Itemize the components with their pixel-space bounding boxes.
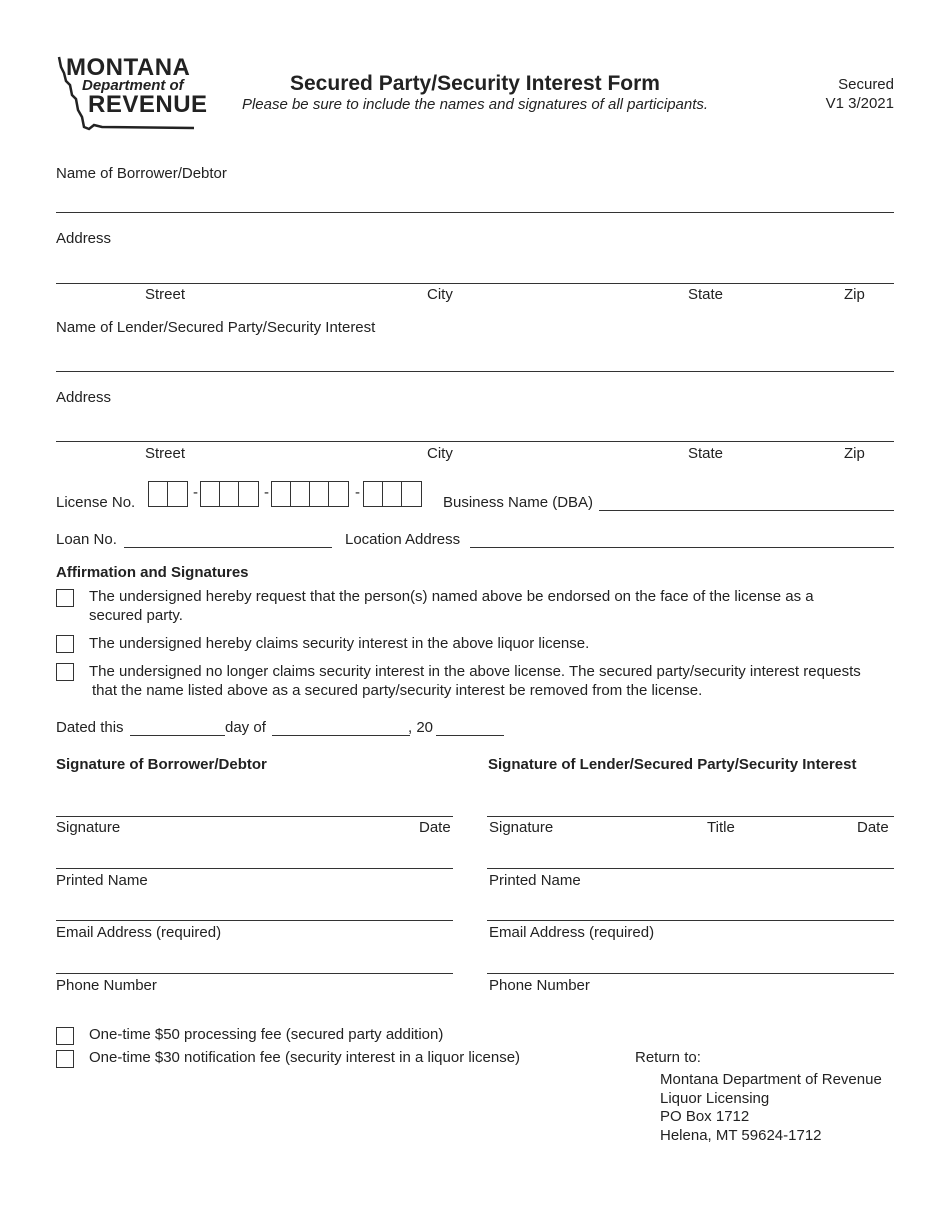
option2-text: The undersigned hereby claims security interest in the above liquor license. bbox=[89, 635, 590, 652]
license-dash-3: - bbox=[355, 484, 360, 501]
borrower-state-label: State bbox=[688, 286, 724, 303]
borrower-name-field[interactable] bbox=[56, 212, 894, 213]
lender-signature-heading: Signature of Lender/Secured Party/Security Interest bbox=[488, 756, 857, 773]
processing-fee-checkbox[interactable] bbox=[56, 1027, 74, 1045]
lender-signature-label: Signature bbox=[489, 819, 554, 836]
borrower-printed-name-field[interactable] bbox=[56, 868, 453, 869]
license-number-segment-2[interactable] bbox=[200, 481, 259, 507]
borrower-signature-heading: Signature of Borrower/Debtor bbox=[56, 756, 267, 773]
processing-fee-text: One-time $50 processing fee (secured party addition) bbox=[89, 1026, 444, 1043]
borrower-signature-field[interactable] bbox=[56, 816, 453, 817]
license-dash-1: - bbox=[193, 484, 198, 501]
lender-phone-label: Phone Number bbox=[489, 977, 590, 994]
lender-printed-name-field[interactable] bbox=[487, 868, 894, 869]
location-address-label: Location Address bbox=[345, 531, 461, 548]
return-address-line4: Helena, MT 59624-1712 bbox=[660, 1126, 822, 1144]
day-of-label: day of bbox=[225, 719, 266, 736]
notification-fee-text: One-time $30 notification fee (security interest in a liquor license) bbox=[89, 1049, 521, 1066]
borrower-signature-label: Signature bbox=[56, 819, 121, 836]
logo-revenue-text: REVENUE bbox=[88, 91, 208, 118]
borrower-phone-label: Phone Number bbox=[56, 977, 157, 994]
lender-title-label: Title bbox=[707, 819, 735, 836]
option1-text-line1: The undersigned hereby request that the person(s) named above be endorsed on the face of the license as a bbox=[89, 588, 814, 605]
lender-signature-field[interactable] bbox=[487, 816, 894, 817]
borrower-printed-name-label: Printed Name bbox=[56, 872, 148, 889]
form-title-text: Secured Party/Security Interest Form bbox=[290, 72, 660, 95]
license-dash-2: - bbox=[264, 484, 269, 501]
lender-date-label: Date bbox=[857, 819, 889, 836]
borrower-email-field[interactable] bbox=[56, 920, 453, 921]
dba-label: Business Name (DBA) bbox=[443, 494, 594, 511]
lender-email-label: Email Address (required) bbox=[489, 924, 655, 941]
claim-security-interest-checkbox[interactable] bbox=[56, 635, 74, 653]
license-number-segment-1[interactable] bbox=[148, 481, 188, 507]
borrower-address-field[interactable] bbox=[56, 283, 894, 284]
license-number-label: License No. bbox=[56, 494, 136, 511]
lender-phone-field[interactable] bbox=[487, 973, 894, 974]
return-address-line2: Liquor Licensing bbox=[660, 1089, 770, 1107]
affirmation-heading: Affirmation and Signatures bbox=[56, 564, 249, 581]
lender-printed-name-label: Printed Name bbox=[489, 872, 581, 889]
return-address-line3: PO Box 1712 bbox=[660, 1108, 750, 1125]
loan-number-field[interactable] bbox=[124, 547, 332, 548]
form-code: Secured bbox=[838, 76, 894, 93]
borrower-email-label: Email Address (required) bbox=[56, 924, 222, 941]
lender-state-label: State bbox=[688, 445, 724, 462]
dated-this-label: Dated this bbox=[56, 719, 124, 736]
dba-field[interactable] bbox=[599, 510, 894, 511]
logo-montana-text: MONTANA bbox=[66, 54, 191, 81]
option3-text-line1: The undersigned no longer claims security interest in the above license. The secured party/security interest requests bbox=[89, 663, 861, 680]
license-number-segment-4[interactable] bbox=[363, 481, 422, 507]
dated-day-field[interactable] bbox=[130, 735, 225, 736]
borrower-zip-label: Zip bbox=[844, 286, 865, 303]
form-title bbox=[0, 72, 950, 96]
dated-year-field[interactable] bbox=[436, 735, 504, 736]
lender-address-field[interactable] bbox=[56, 441, 894, 442]
borrower-city-label: City bbox=[427, 286, 453, 303]
location-address-field[interactable] bbox=[470, 547, 894, 548]
form-subtitle: Please be sure to include the names and signatures of all participants. bbox=[241, 96, 709, 113]
remove-security-interest-checkbox[interactable] bbox=[56, 663, 74, 681]
lender-name-field[interactable] bbox=[56, 371, 894, 372]
borrower-phone-field[interactable] bbox=[56, 973, 453, 974]
license-number-segment-3[interactable] bbox=[271, 481, 349, 507]
form-version: V1 3/2021 bbox=[825, 95, 894, 112]
lender-email-field[interactable] bbox=[487, 920, 894, 921]
return-address-block bbox=[660, 1071, 882, 1145]
borrower-date-label: Date bbox=[419, 819, 451, 836]
option1-text-line2: secured party. bbox=[89, 607, 183, 624]
borrower-street-label: Street bbox=[145, 286, 186, 303]
return-address-line1: Montana Department of Revenue bbox=[660, 1071, 882, 1088]
lender-street-label: Street bbox=[145, 445, 186, 462]
dated-month-field[interactable] bbox=[272, 735, 410, 736]
lender-address-label: Address bbox=[56, 389, 112, 406]
borrower-address-label: Address bbox=[56, 230, 112, 247]
endorse-secured-party-checkbox[interactable] bbox=[56, 589, 74, 607]
form-version-block bbox=[826, 75, 894, 113]
lender-zip-label: Zip bbox=[844, 445, 865, 462]
lender-name-label: Name of Lender/Secured Party/Security Interest bbox=[56, 319, 376, 336]
borrower-name-label: Name of Borrower/Debtor bbox=[56, 165, 227, 182]
logo-department-text: Department of bbox=[82, 77, 184, 94]
option3-text-line2: that the name listed above as a secured party/security interest be removed from the license. bbox=[92, 682, 703, 699]
loan-number-label: Loan No. bbox=[56, 531, 117, 548]
year-prefix-label: , 20 bbox=[408, 719, 434, 736]
return-to-label: Return to: bbox=[635, 1049, 701, 1066]
lender-city-label: City bbox=[427, 445, 453, 462]
notification-fee-checkbox[interactable] bbox=[56, 1050, 74, 1068]
